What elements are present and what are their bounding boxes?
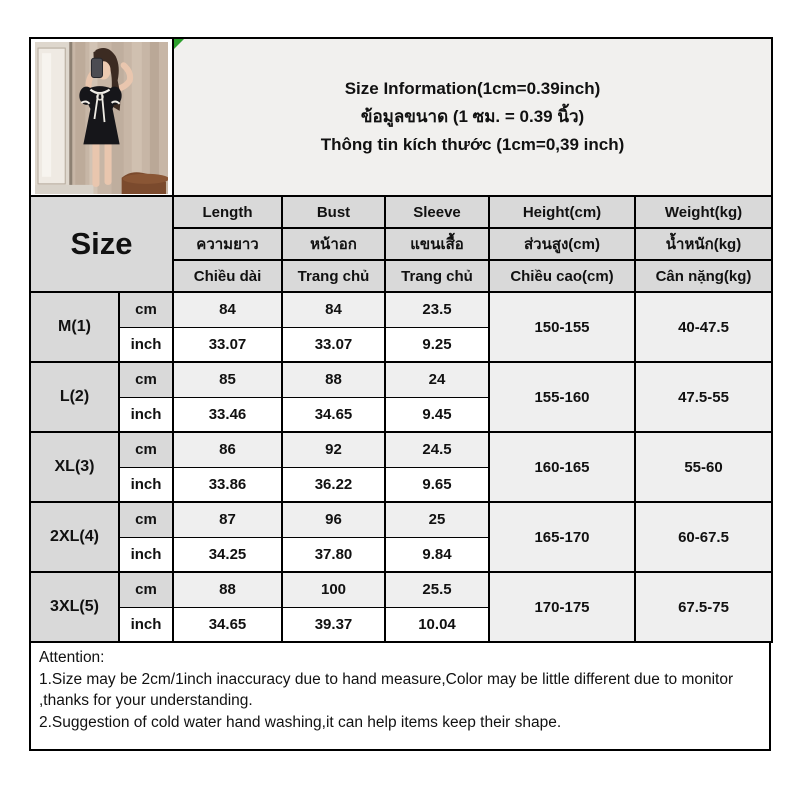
sleeve-inch-value: 9.65 bbox=[385, 467, 489, 502]
column-header-length-en: Length bbox=[173, 196, 282, 228]
size-label-3: XL(3) bbox=[30, 432, 119, 502]
unit-cell-inch: inch bbox=[119, 607, 173, 642]
column-header-bust-en: Bust bbox=[282, 196, 385, 228]
column-header-weight-th: น้ำหนัก(kg) bbox=[635, 228, 772, 260]
sleeve-cm-value: 25 bbox=[385, 502, 489, 537]
unit-cell-cm: cm bbox=[119, 292, 173, 327]
sleeve-inch-value: 9.84 bbox=[385, 537, 489, 572]
length-inch-value: 34.65 bbox=[173, 607, 282, 642]
sleeve-cm-value: 25.5 bbox=[385, 572, 489, 607]
length-inch-value: 33.46 bbox=[173, 397, 282, 432]
length-cm-value: 85 bbox=[173, 362, 282, 397]
sleeve-cm-value: 23.5 bbox=[385, 292, 489, 327]
unit-cell-cm: cm bbox=[119, 432, 173, 467]
attention-line-1: 1.Size may be 2cm/1inch inaccuracy due to hand measure,Color may be little different due to monitor ,thanks for your understanding. bbox=[39, 670, 734, 710]
column-header-bust-th: หน้าอก bbox=[282, 228, 385, 260]
length-cm-value: 87 bbox=[173, 502, 282, 537]
column-header-length-th: ความยาว bbox=[173, 228, 282, 260]
sleeve-cm-value: 24 bbox=[385, 362, 489, 397]
weight-range-value: 55-60 bbox=[635, 432, 772, 502]
column-header-weight-vi: Cân nặng(kg) bbox=[635, 260, 772, 292]
product-photo-cell bbox=[30, 38, 173, 196]
height-range-value: 150-155 bbox=[489, 292, 635, 362]
height-range-value: 170-175 bbox=[489, 572, 635, 642]
size-label-5: 3XL(5) bbox=[30, 572, 119, 642]
attention-heading: Attention: bbox=[39, 649, 105, 666]
unit-cell-cm: cm bbox=[119, 572, 173, 607]
size-row-1-cm bbox=[30, 292, 772, 327]
bust-cm-value: 96 bbox=[282, 502, 385, 537]
attention-line-2: 2.Suggestion of cold water hand washing,it can help items keep their shape. bbox=[39, 714, 562, 732]
size-row-2-cm bbox=[30, 362, 772, 397]
attention-note bbox=[29, 643, 771, 751]
unit-cell-inch: inch bbox=[119, 397, 173, 432]
column-header-height-en: Height(cm) bbox=[489, 196, 635, 228]
unit-cell-inch: inch bbox=[119, 327, 173, 362]
size-label-1: M(1) bbox=[30, 292, 119, 362]
sleeve-inch-value: 10.04 bbox=[385, 607, 489, 642]
sleeve-inch-value: 9.25 bbox=[385, 327, 489, 362]
bust-cm-value: 84 bbox=[282, 292, 385, 327]
title-line-english: Size Information(1cm=0.39inch) bbox=[344, 78, 601, 98]
size-label-2: L(2) bbox=[30, 362, 119, 432]
height-range-value: 155-160 bbox=[489, 362, 635, 432]
unit-cell-cm: cm bbox=[119, 362, 173, 397]
unit-cell-inch: inch bbox=[119, 467, 173, 502]
bust-cm-value: 88 bbox=[282, 362, 385, 397]
weight-range-value: 40-47.5 bbox=[635, 292, 772, 362]
bust-inch-value: 39.37 bbox=[282, 607, 385, 642]
column-header-bust-vi: Trang chủ bbox=[282, 260, 385, 292]
title-row bbox=[30, 38, 772, 196]
bust-inch-value: 33.07 bbox=[282, 327, 385, 362]
length-inch-value: 33.86 bbox=[173, 467, 282, 502]
bust-cm-value: 92 bbox=[282, 432, 385, 467]
column-header-height-vi: Chiều cao(cm) bbox=[489, 260, 635, 292]
unit-cell-cm: cm bbox=[119, 502, 173, 537]
length-cm-value: 86 bbox=[173, 432, 282, 467]
size-table bbox=[29, 37, 773, 643]
sleeve-cm-value: 24.5 bbox=[385, 432, 489, 467]
product-photo-image bbox=[35, 42, 168, 194]
weight-range-value: 60-67.5 bbox=[635, 502, 772, 572]
column-header-length-vi: Chiều dài bbox=[173, 260, 282, 292]
sleeve-inch-value: 9.45 bbox=[385, 397, 489, 432]
size-info-title-cell bbox=[173, 38, 772, 196]
height-range-value: 160-165 bbox=[489, 432, 635, 502]
green-corner-marker-icon bbox=[174, 39, 184, 49]
weight-range-value: 67.5-75 bbox=[635, 572, 772, 642]
size-row-5-cm bbox=[30, 572, 772, 607]
size-row-3-cm bbox=[30, 432, 772, 467]
size-label-4: 2XL(4) bbox=[30, 502, 119, 572]
length-inch-value: 33.07 bbox=[173, 327, 282, 362]
size-chart-sheet bbox=[29, 37, 771, 751]
size-row-4-cm bbox=[30, 502, 772, 537]
bust-cm-value: 100 bbox=[282, 572, 385, 607]
length-cm-value: 88 bbox=[173, 572, 282, 607]
bust-inch-value: 37.80 bbox=[282, 537, 385, 572]
height-range-value: 165-170 bbox=[489, 502, 635, 572]
column-header-sleeve-en: Sleeve bbox=[385, 196, 489, 228]
bust-inch-value: 36.22 bbox=[282, 467, 385, 502]
size-header-cell: Size bbox=[30, 196, 173, 292]
column-header-weight-en: Weight(kg) bbox=[635, 196, 772, 228]
length-inch-value: 34.25 bbox=[173, 537, 282, 572]
column-header-sleeve-th: แขนเสื้อ bbox=[385, 228, 489, 260]
weight-range-value: 47.5-55 bbox=[635, 362, 772, 432]
bust-inch-value: 34.65 bbox=[282, 397, 385, 432]
length-cm-value: 84 bbox=[173, 292, 282, 327]
header-row-en bbox=[30, 196, 772, 228]
title-line-thai: ข้อมูลขนาด (1 ซม. = 0.39 นิ้ว) bbox=[360, 106, 585, 126]
unit-cell-inch: inch bbox=[119, 537, 173, 572]
title-line-vietnamese: Thông tin kích thước (1cm=0,39 inch) bbox=[320, 135, 625, 155]
column-header-sleeve-vi: Trang chủ bbox=[385, 260, 489, 292]
column-header-height-th: ส่วนสูง(cm) bbox=[489, 228, 635, 260]
